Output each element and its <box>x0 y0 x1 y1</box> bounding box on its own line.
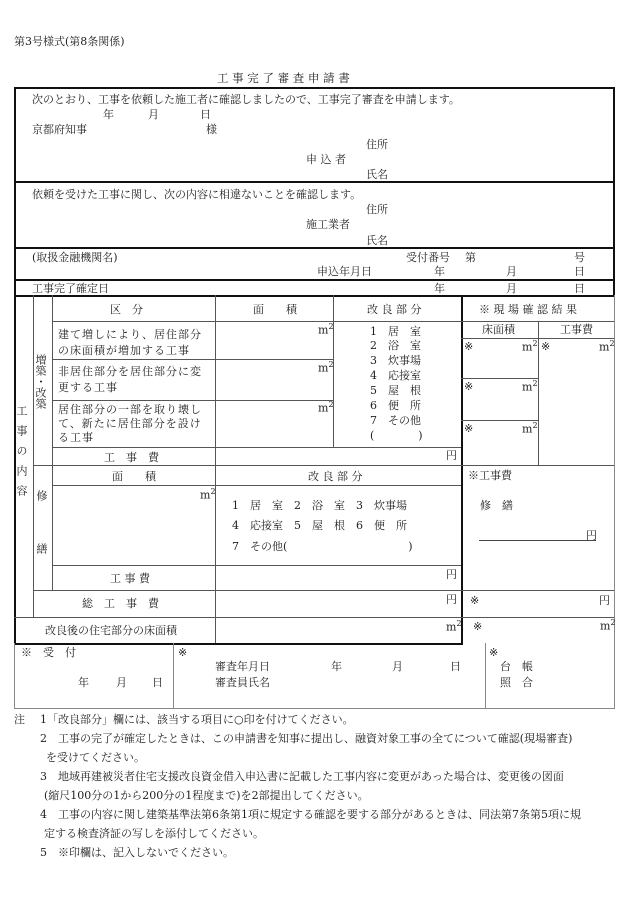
repair-improvement-line: 1 居 室 2 浴 室 3 炊事場 <box>232 499 407 512</box>
application-date-month: 月 <box>506 265 517 278</box>
repair-header-area: 面 積 <box>112 470 156 483</box>
applicant-address-label: 住所 <box>366 138 388 151</box>
extension-row-category: 建て増しにより、居住部分の床面積が増加する工事 <box>58 328 202 357</box>
reception-number-suffix: 号 <box>574 251 585 264</box>
extension-cost-unit: 円 <box>446 449 457 462</box>
application-month: 月 <box>148 108 159 121</box>
check-label: 照 合 <box>500 676 533 689</box>
completion-day: 日 <box>574 282 585 295</box>
site-total-unit: 円 <box>599 594 610 607</box>
site-check-floor-area-header: 床面積 <box>482 323 515 336</box>
extension-row-category: 非居住部分を居住部分に変更する工事 <box>58 365 202 394</box>
contractor-name-label: 氏名 <box>366 234 388 247</box>
header-improvement: 改 良 部 分 <box>367 303 422 316</box>
review-year: 年 <box>331 660 342 673</box>
reviewer-name-label: 審査員氏名 <box>215 676 270 689</box>
floor-area-unit: $m^2$ <box>446 619 462 634</box>
application-day: 日 <box>200 108 211 121</box>
floor-area-label: 改良後の住宅部分の床面積 <box>45 624 177 637</box>
site-check-cost-header: 工事費 <box>560 323 593 336</box>
extension-cost-label: 工 事 費 <box>104 451 159 464</box>
border <box>538 321 539 465</box>
divider <box>33 590 461 591</box>
divider <box>33 465 461 466</box>
contractor-address-label: 住所 <box>366 203 388 216</box>
site-mark: ※ <box>470 594 480 607</box>
application-date-day: 日 <box>574 265 585 278</box>
improvement-item: 3 炊事場 <box>370 354 421 367</box>
site-mark: ※ <box>464 380 474 393</box>
site-floor-unit: $m^2$ <box>522 379 538 394</box>
site-floor-total-unit: $m^2$ <box>600 618 616 633</box>
border <box>173 643 174 709</box>
divider <box>461 378 538 379</box>
site-repair-unit: 円 <box>586 529 597 542</box>
divider <box>52 447 461 448</box>
improvement-item: 4 応接室 <box>370 369 421 382</box>
divider <box>52 359 333 360</box>
application-date-year: 年 <box>434 265 445 278</box>
border <box>485 643 486 709</box>
office-reception-month: 月 <box>116 676 127 689</box>
divider <box>14 617 614 618</box>
improvement-item: 5 屋 根 <box>370 384 421 397</box>
header-area: 面 積 <box>253 303 297 316</box>
application-year: 年 <box>103 108 114 121</box>
review-month: 月 <box>392 660 403 673</box>
addressee: 京都府知事 <box>32 123 87 136</box>
site-cost-unit: $m^2$ <box>599 339 615 354</box>
note-item: 2 工事の完了が確定したときは、この申請書を知事に提出し、融資対象工事の全てについて確認(現場審査) <box>40 732 573 745</box>
contractor-intro: 依頼を受けた工事に関し、次の内容に相違ないことを確認します。 <box>32 188 362 201</box>
notes-prefix: 注 <box>14 713 25 726</box>
divider <box>52 400 333 401</box>
site-mark: ※ <box>464 422 474 435</box>
note-item: 5 ※印欄は、記入しないでください。 <box>40 846 234 859</box>
divider <box>14 295 615 297</box>
completion-date-label: 工事完了確定日 <box>32 282 109 295</box>
extension-row-area-unit: $m^2$ <box>318 360 334 375</box>
site-mark: ※ <box>541 340 551 353</box>
divider <box>461 420 538 421</box>
site-repair-label: 修 繕 <box>480 499 513 512</box>
page-title: 工 事 完 了 審 査 申 請 書 <box>217 71 350 85</box>
repair-side-label: 修繕 <box>35 490 48 596</box>
application-date-label: 申込年月日 <box>317 265 372 278</box>
site-check-title: ※ 現 場 確 認 結 果 <box>479 303 577 316</box>
repair-cost-underline <box>479 540 596 541</box>
extension-row-category: 居住部分の一部を取り壊して、新たに居住部分を設ける工事 <box>58 403 202 444</box>
improvement-item: 6 便 所 <box>370 399 421 412</box>
applicant-label: 申 込 者 <box>306 153 346 166</box>
divider <box>461 590 614 591</box>
total-cost-label: 総 工 事 費 <box>82 597 159 610</box>
divider <box>52 565 461 566</box>
contractor-label: 施工業者 <box>306 218 350 231</box>
header-category: 区 分 <box>110 303 143 316</box>
improvement-item: ( ) <box>370 429 423 442</box>
border <box>14 643 15 709</box>
improvement-item: 2 浴 室 <box>370 339 421 352</box>
improvement-item: 7 その他 <box>370 414 421 427</box>
site-repair-cost-label: ※工事費 <box>468 469 512 482</box>
reception-number-label: 受付番号 <box>406 251 450 264</box>
completion-month: 月 <box>506 282 517 295</box>
application-intro: 次のとおり、工事を依頼した施工者に確認しましたので、工事完了審査を申請します。 <box>32 93 460 106</box>
note-item: 1「改良部分」欄には、該当する項目に○印を付けてください。 <box>40 713 354 726</box>
honorific: 様 <box>206 123 217 136</box>
office-ledger-mark: ※ <box>489 646 499 659</box>
border <box>52 295 53 590</box>
note-item: を受けてください。 <box>46 751 145 764</box>
repair-improvement-line: 4 応接室 5 屋 根 6 便 所 <box>232 519 407 532</box>
extension-side-label: 増築・改築 <box>34 354 47 409</box>
office-review-mark: ※ <box>178 646 188 659</box>
repair-area-unit: $m^2$ <box>200 487 216 502</box>
site-mark: ※ <box>473 620 483 633</box>
divider <box>461 465 614 466</box>
ledger-label: 台 帳 <box>500 660 533 673</box>
office-reception-year: 年 <box>78 676 89 689</box>
extension-row-area-unit: $m^2$ <box>318 322 334 337</box>
extension-row-area-unit: $m^2$ <box>318 400 334 415</box>
total-cost-unit: 円 <box>446 593 457 606</box>
note-item: 定する検査済証の写しを添付してください。 <box>44 827 264 840</box>
site-floor-unit: $m^2$ <box>522 421 538 436</box>
improvement-item: 1 居 室 <box>370 325 421 338</box>
divider <box>52 485 461 486</box>
site-mark: ※ <box>464 340 474 353</box>
repair-cost-unit: 円 <box>446 568 457 581</box>
note-item: 3 地域再建被災者住宅支援改良資金借入申込書に記載した工事内容に変更があった場合は、変更後の図面 <box>40 770 564 783</box>
completion-year: 年 <box>434 282 445 295</box>
site-floor-unit: $m^2$ <box>522 339 538 354</box>
review-date-label: 審査年月日 <box>215 660 270 673</box>
office-reception-day: 日 <box>152 676 163 689</box>
work-content-side-label: 工事の内容 <box>15 405 28 505</box>
reception-number-prefix: 第 <box>465 251 476 264</box>
review-day: 日 <box>450 660 461 673</box>
border <box>461 295 463 645</box>
note-item: 4 工事の内容に関し建築基準法第6条第1項に規定する確認を要する部分があるときは、同法第7条第5項に規 <box>40 808 581 821</box>
repair-cost-label: 工 事 費 <box>110 572 150 585</box>
applicant-name-label: 氏名 <box>366 168 388 181</box>
divider <box>52 321 461 322</box>
institution-label: (取扱金融機関名) <box>32 251 118 264</box>
office-reception-label: ※ 受 付 <box>21 646 76 659</box>
note-item: (縮尺100分の1から200分の1程度まで)を2部提出してください。 <box>44 789 369 802</box>
repair-improvement-line: 7 その他( ) <box>232 540 413 553</box>
border <box>33 295 34 617</box>
repair-header-improvement: 改 良 部 分 <box>308 470 363 483</box>
form-number: 第3号様式(第8条関係) <box>14 35 125 48</box>
